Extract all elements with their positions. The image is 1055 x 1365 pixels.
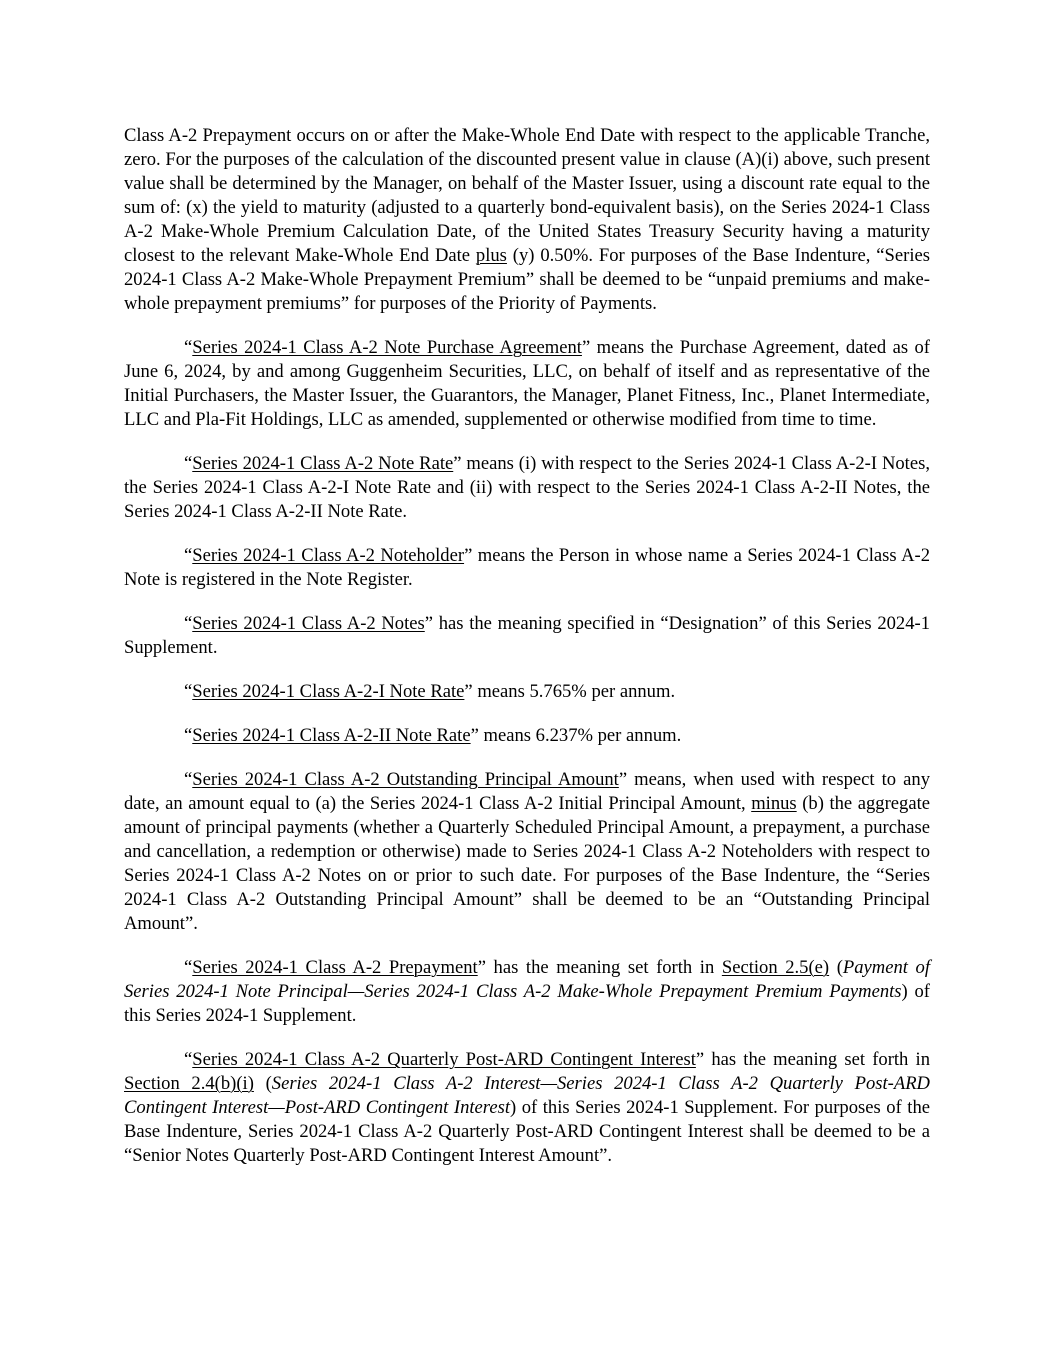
defined-term: Series 2024-1 Class A-2 Noteholder: [192, 545, 465, 566]
definition-notes: [124, 612, 930, 660]
definition-a2-i-note-rate: [124, 680, 930, 704]
definition-text: ” means the Person in whose name a Series 2024-1 Class A-2 Note is registered in the Note Register.: [124, 545, 930, 590]
definition-noteholder: [124, 544, 930, 592]
section-reference: Section 2.5(e): [721, 957, 830, 978]
definition-text: (: [253, 1073, 272, 1094]
paragraph-text: Class A-2 Prepayment occurs on or after the Make-Whole End Date with respect to the applicable Tranche, zero. For the purposes of the calculation of the discounted present value in clause (A)(i) above, such present value shall be determined by the Manager, on behalf of the Master Issuer, using a discount rate equal to the sum of: (x) the yield to maturity (adjusted to a quarterly bond-equivalent basis), on the Series 2024-1 Class A-2 Make-Whole Premium Calculation Date, of the United States Treasury Security having a maturity closest to the relevant Make-Whole End Date: [124, 125, 930, 266]
definition-text: ” has the meaning set forth in: [477, 957, 722, 978]
open-quote: “: [184, 681, 193, 702]
open-quote: “: [184, 545, 193, 566]
open-quote: “: [184, 769, 193, 790]
defined-term: Series 2024-1 Class A-2 Prepayment: [192, 957, 478, 978]
open-quote: “: [184, 957, 193, 978]
open-quote: “: [184, 613, 193, 634]
definition-text: ” means 5.765% per annum.: [464, 681, 676, 702]
defined-term: Series 2024-1 Class A-2 Note Purchase Agreement: [192, 337, 582, 358]
plus-term: plus: [475, 245, 507, 266]
definition-outstanding-principal-amount: [124, 768, 930, 936]
definition-a2-ii-note-rate: [124, 724, 930, 748]
definition-text: ) of this Series 2024-1 Supplement. For purposes of the Base Indenture, Series 2024-1 Class A-2 Quarterly Post-ARD Contingent Interest shall be deemed to be a “Senior Notes Quarterly Post-ARD Contingent Interest Amount”.: [124, 1097, 930, 1166]
defined-term: Series 2024-1 Class A-2 Quarterly Post-ARD Contingent Interest: [192, 1049, 696, 1070]
definition-text: (: [829, 957, 843, 978]
definition-text: ” means 6.237% per annum.: [470, 725, 682, 746]
definition-note-purchase-agreement: [124, 336, 930, 432]
open-quote: “: [184, 1049, 193, 1070]
definition-text: ” has the meaning specified in “Designation” of this Series 2024-1 Supplement.: [124, 613, 930, 658]
definition-text: ” means (i) with respect to the Series 2024-1 Class A-2-I Notes, the Series 2024-1 Class A-2-I Note Rate and (ii) with respect to the Series 2024-1 Class A-2-II Notes, the Series 2024-1 Class A-2-II Note Rate.: [124, 453, 930, 522]
definition-text: ” has the meaning set forth in: [695, 1049, 930, 1070]
section-caption: Payment of Series 2024-1 Note Principal—Series 2024-1 Class A-2 Make-Whole Prepayment Premium Payments: [124, 957, 930, 1002]
defined-term: Series 2024-1 Class A-2 Notes: [192, 613, 425, 634]
defined-term: Series 2024-1 Class A-2 Note Rate: [192, 453, 454, 474]
open-quote: “: [184, 337, 193, 358]
open-quote: “: [184, 453, 193, 474]
definition-note-rate: [124, 452, 930, 524]
document-page: [124, 124, 930, 1188]
defined-term: Series 2024-1 Class A-2-II Note Rate: [192, 725, 471, 746]
minus-term: minus: [751, 793, 797, 814]
definition-text: (b) the aggregate amount of principal payments (whether a Quarterly Scheduled Principal Amount, a prepayment, a purchase and cancellation, a redemption or otherwise) made to Series 2024-1 Class A-2 Noteholders with respect to Series 2024-1 Class A-2 Notes on or prior to such date. For purposes of the Base Indenture, the “Series 2024-1 Class A-2 Outstanding Principal Amount” shall be deemed to be an “Outstanding Principal Amount”.: [124, 793, 930, 934]
section-caption: Series 2024-1 Class A-2 Interest—Series 2024-1 Class A-2 Quarterly Post-ARD Contingent Interest—Post-ARD Contingent Interest: [124, 1073, 930, 1118]
open-quote: “: [184, 725, 193, 746]
definition-text: ” means, when used with respect to any date, an amount equal to (a) the Series 2024-1 Class A-2 Initial Principal Amount,: [124, 769, 930, 814]
paragraph-text: (y) 0.50%. For purposes of the Base Indenture, “Series 2024-1 Class A-2 Make-Whole Prepayment Premium” shall be deemed to be “unpaid premiums and make-whole prepayment premiums” for purposes of the Priority of Payments.: [124, 245, 931, 314]
section-reference: Section 2.4(b)(i): [124, 1073, 254, 1094]
paragraph-make-whole-continuation: [124, 124, 930, 316]
defined-term: Series 2024-1 Class A-2 Outstanding Principal Amount: [192, 769, 619, 790]
definition-text: ” means the Purchase Agreement, dated as of June 6, 2024, by and among Guggenheim Securities, LLC, on behalf of itself and as representative of the Initial Purchasers, the Master Issuer, the Guarantors, the Manager, Planet Fitness, Inc., Planet Intermediate, LLC and Pla-Fit Holdings, LLC as amended, supplemented or otherwise modified from time to time.: [124, 337, 930, 430]
definition-text: ) of this Series 2024-1 Supplement.: [124, 981, 930, 1026]
definition-prepayment: [124, 956, 930, 1028]
defined-term: Series 2024-1 Class A-2-I Note Rate: [192, 681, 465, 702]
definition-quarterly-post-ard-contingent-interest: [124, 1048, 930, 1168]
